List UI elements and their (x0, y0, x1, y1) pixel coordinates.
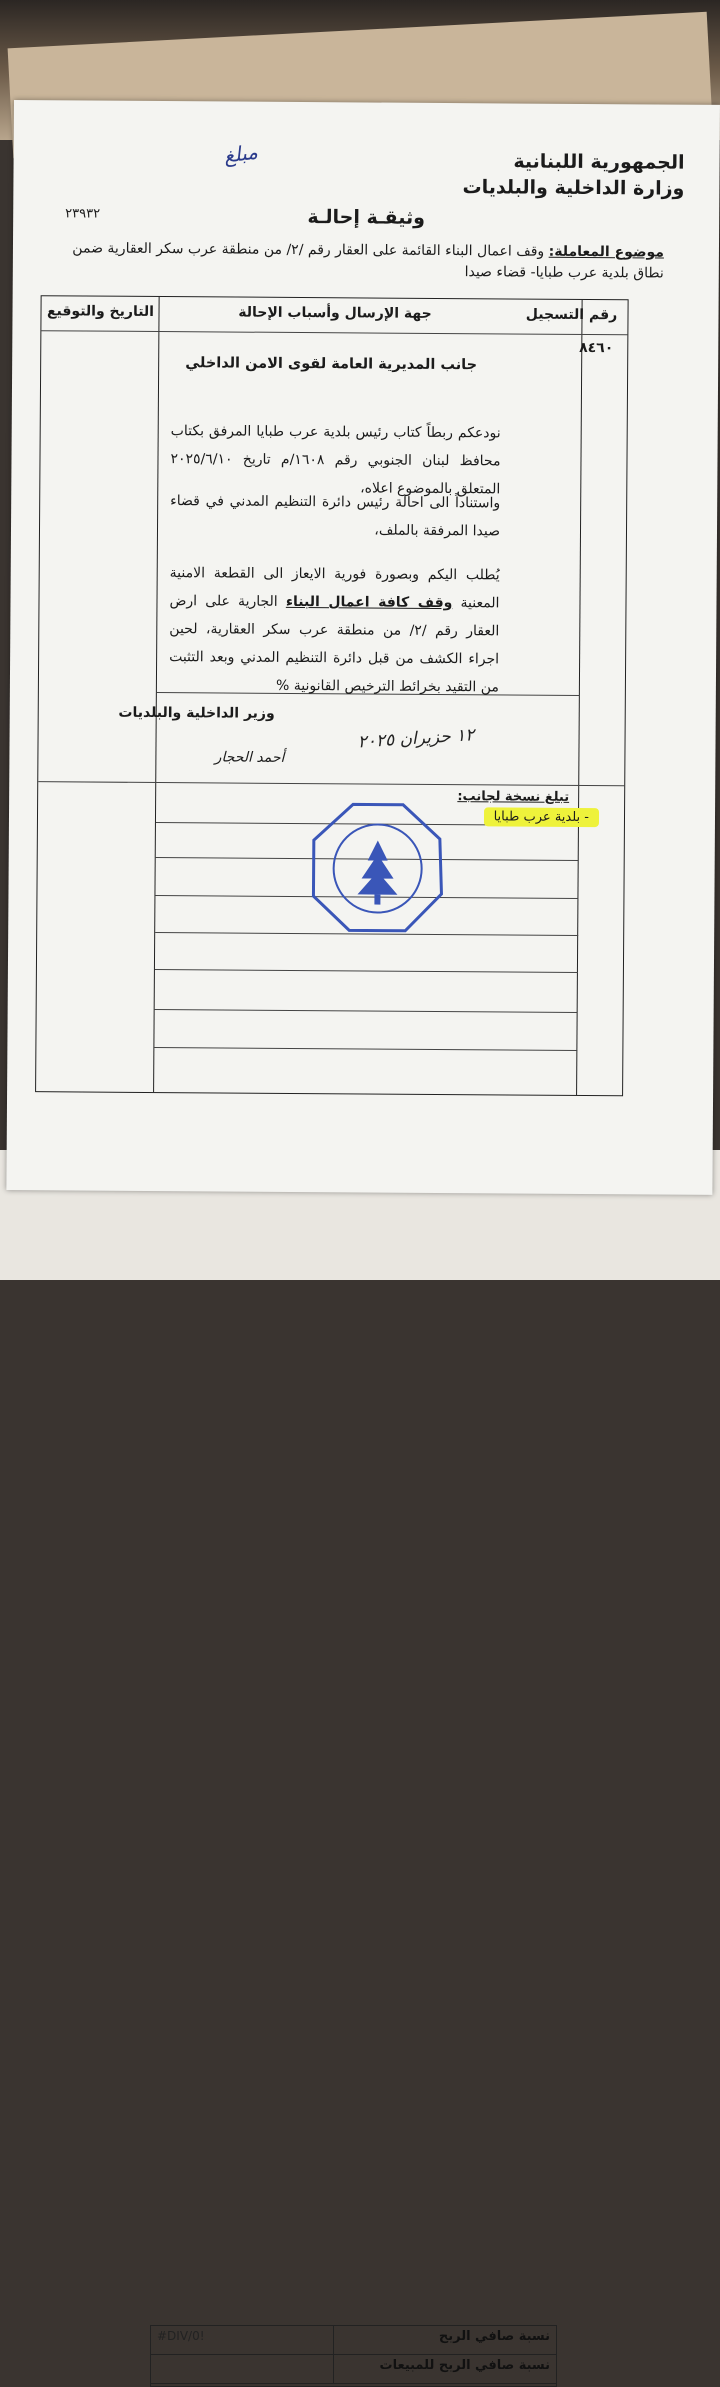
letterhead-country: الجمهورية اللبنانية (513, 150, 685, 174)
subject-label: موضوع المعاملة: (548, 243, 665, 261)
document-title: وثيقـة إحالـة (307, 206, 426, 229)
copy-to-title: تبلغ نسخة لجانب: (457, 789, 570, 805)
underlying-label: نسبة صافي الربح للمبيعات (333, 2355, 556, 2383)
subject-text: وقف اعمال البناء القائمة على العقار رقم /٢/ من منطقة عرب سكر العقارية ضمن نطاق بلدية عرب طبايا- قضاء صيدا (72, 240, 664, 282)
paragraph-1: نودعكم ربطاً كتاب رئيس بلدية عرب طبايا المرفق بكتاب محافظ لبنان الجنوبي رقم ١٦٠٨/م تاريخ ٢٠٢٥/٦/١٠ المتعلق بالموضوع اعلاه، (170, 423, 501, 498)
underlying-row (151, 2326, 556, 2355)
reference-number: ٢٣٩٣٢ (65, 206, 101, 222)
subject (64, 238, 664, 284)
row-line (154, 1047, 577, 1051)
header-divider (41, 330, 627, 335)
underlying-row (151, 2355, 556, 2384)
header-date: التاريخ والتوقيع (46, 303, 155, 320)
header-reg: رقم التسجيل (525, 306, 618, 324)
paragraph-3: يُطلب اليكم وبصورة فورية الايعاز الى القطعة الامنية المعنية وقف كافة اعمال البناء الجارية على ارض العقار رقم /٢/ من منطقة عرب سكر العقارية، لحين اجراء الكشف من قبل دائرة التنظيم المدني وبعد التثبت من التقيد بخرائط الترخيص القانونية % (169, 565, 500, 696)
row-line (155, 1009, 578, 1013)
header-dest: جهة الإرسال وأسباب الإحالة (238, 304, 432, 322)
row-divider (38, 781, 624, 786)
registration-number: ٨٤٦٠ (579, 339, 614, 357)
underlying-table (150, 2325, 557, 2387)
row-line (155, 969, 578, 973)
official-stamp (307, 798, 448, 939)
underlying-value: #DIV/0! (157, 2329, 205, 2343)
column-divider (153, 297, 160, 1092)
signature-title: وزير الداخلية والبلديات (118, 704, 275, 722)
letterhead (462, 148, 684, 202)
handwritten-note: مبلغ (222, 139, 260, 168)
addressee: جانب المديرية العامة لقوى الامن الداخلي (185, 355, 478, 374)
referral-table (35, 295, 629, 1096)
document-page (6, 100, 720, 1195)
column-divider (576, 300, 583, 1095)
copy-to-item: - بلدية عرب طبايا (484, 807, 600, 827)
handwritten-date: ١٢ حزيران ٢٠٢٥ (357, 725, 476, 753)
underlying-value (151, 2355, 333, 2383)
signature-name: أحمد الحجار (214, 749, 285, 766)
underlying-label: نسبة صافي الربح (333, 2326, 556, 2354)
letterhead-ministry: وزارة الداخلية والبلديات (462, 176, 685, 200)
paragraph-2: واستناداً الى احالة رئيس دائرة التنظيم المدني في قضاء صيدا المرفقة بالملف، (170, 493, 501, 540)
